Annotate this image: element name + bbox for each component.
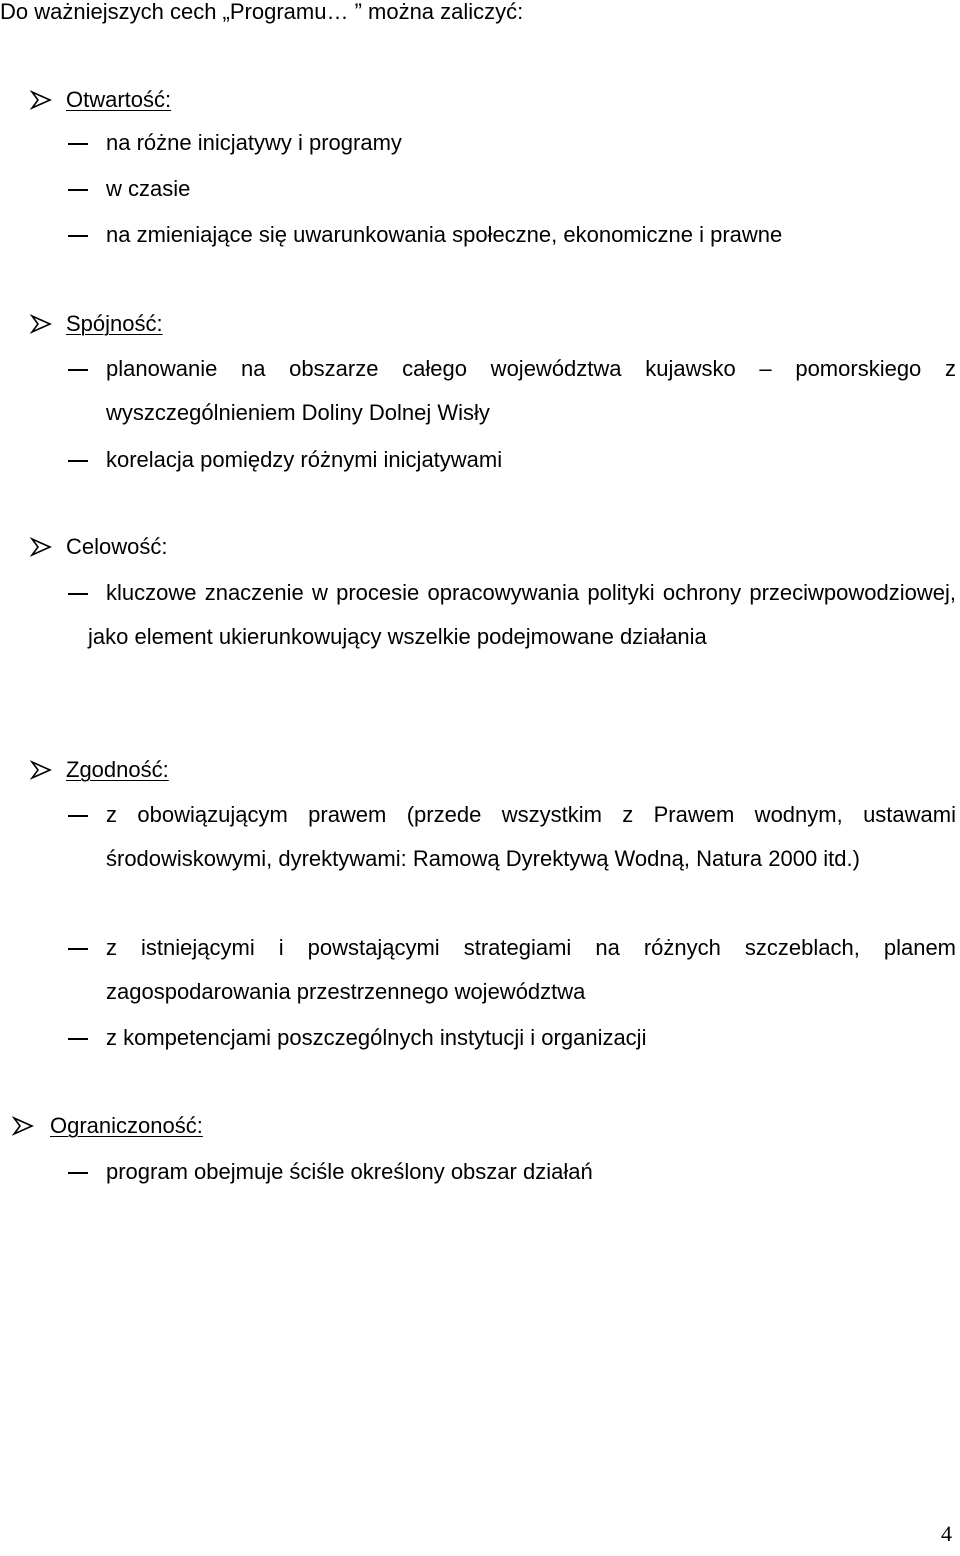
section-heading-celowosc: Celowość: xyxy=(30,531,167,563)
section-heading-otwartosc: Otwartość: xyxy=(30,84,171,116)
dash-bullet-icon xyxy=(68,189,88,191)
dash-bullet-icon xyxy=(68,460,88,462)
arrow-bullet-icon xyxy=(30,314,52,334)
arrow-bullet-icon xyxy=(30,760,52,780)
list-item: w czasie xyxy=(106,176,191,201)
dash-bullet-icon xyxy=(68,593,88,595)
dash-bullet-icon xyxy=(68,143,88,145)
list-item: na różne inicjatywy i programy xyxy=(106,130,402,155)
list-item: z obowiązującym prawem (przede wszystkim z Prawem wodnym, ustawami środowiskowymi, dyrektywami: Ramową Dyrektywą Wodną, Natura 2000 itd.) xyxy=(106,802,956,871)
list-item: korelacja pomiędzy różnymi inicjatywami xyxy=(106,447,503,472)
intro-text: Do ważniejszych cech „Programu… ” można zaliczyć: xyxy=(0,0,524,24)
page-number: 4 xyxy=(941,1521,952,1546)
arrow-bullet-icon xyxy=(12,1116,34,1136)
dash-bullet-icon xyxy=(68,1172,88,1174)
dash-bullet-icon xyxy=(68,1038,88,1040)
list-item: na zmieniające się uwarunkowania społeczne, ekonomiczne i prawne xyxy=(106,222,783,247)
arrow-bullet-icon xyxy=(30,537,52,557)
list-item: program obejmuje ściśle określony obszar działań xyxy=(106,1159,593,1184)
section-heading-ograniczonosc: Ograniczoność: xyxy=(12,1110,203,1142)
list-item: kluczowe znaczenie w procesie opracowywania polityki ochrony przeciwpowodziowej, jako element ukierunkowujący wszelkie podejmowane działania xyxy=(88,580,956,649)
list-item: planowanie na obszarze całego województwa kujawsko – pomorskiego z wyszczególnieniem Doliny Dolnej Wisły xyxy=(106,356,956,425)
section-heading-spojnosc: Spójność: xyxy=(30,308,163,340)
list-item: z istniejącymi i powstającymi strategiami na różnych szczeblach, planem zagospodarowania przestrzennego województwa xyxy=(106,935,956,1004)
dash-bullet-icon xyxy=(68,235,88,237)
dash-bullet-icon xyxy=(68,948,88,950)
list-item: z kompetencjami poszczególnych instytucji i organizacji xyxy=(106,1025,647,1050)
dash-bullet-icon xyxy=(68,369,88,371)
dash-bullet-icon xyxy=(68,815,88,817)
section-heading-zgodnosc: Zgodność: xyxy=(30,754,169,786)
arrow-bullet-icon xyxy=(30,90,52,110)
